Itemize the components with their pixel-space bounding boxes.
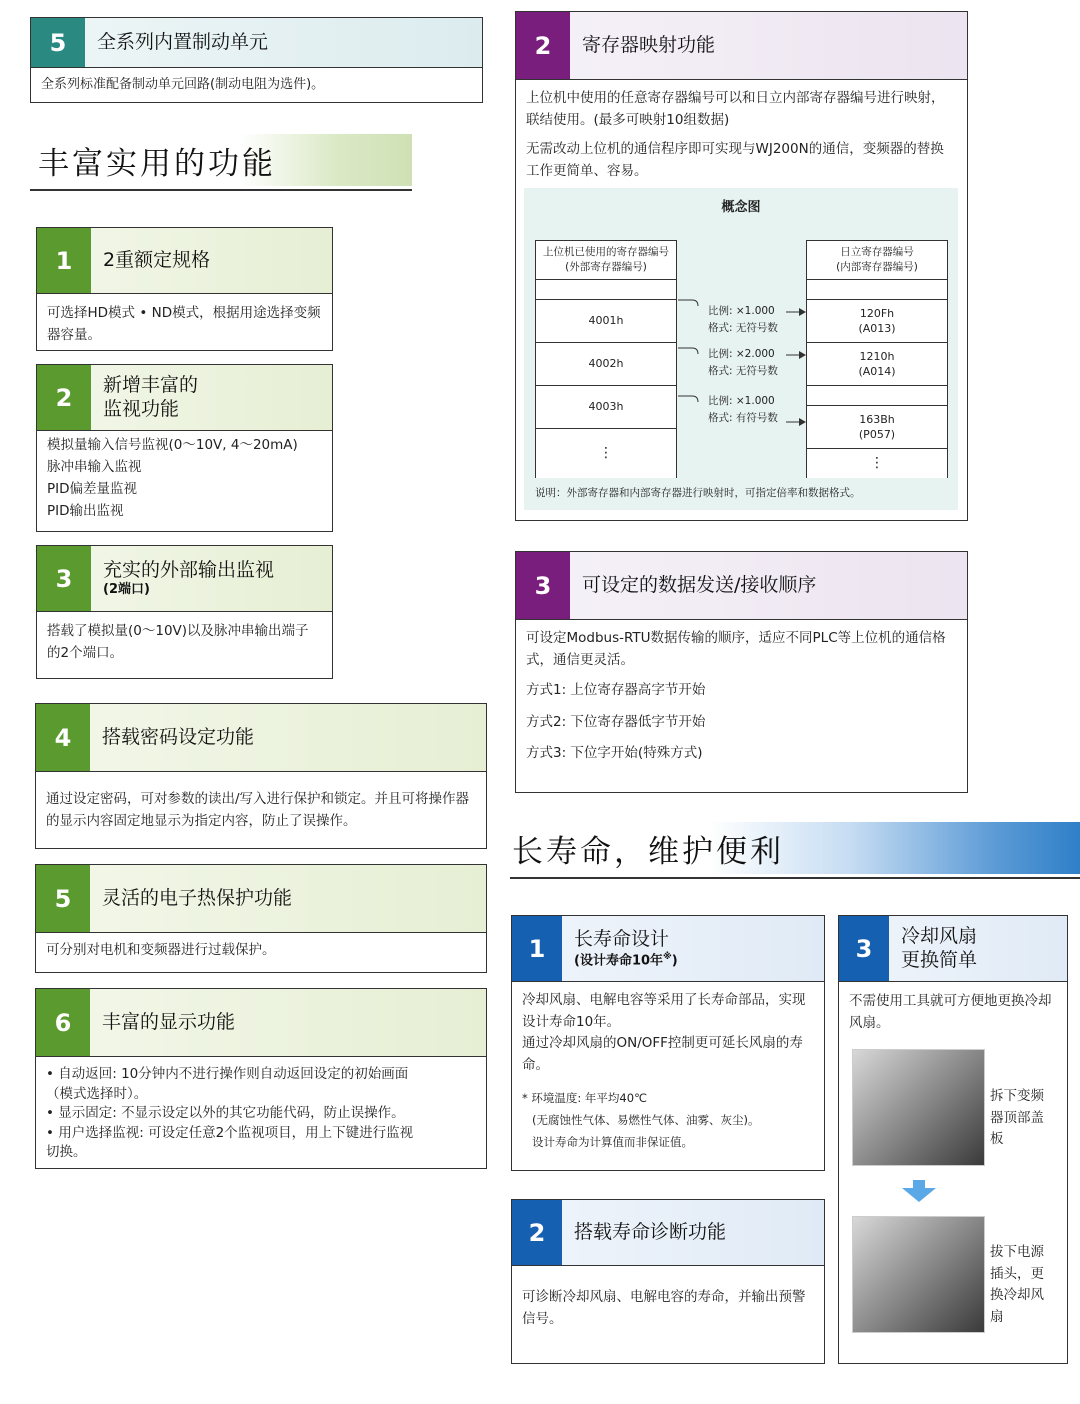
mapping-annotation bbox=[708, 303, 778, 337]
list-item: 模拟量输入信号监视(0～10V, 4～20mA) bbox=[47, 437, 298, 453]
title-sub-text: (设计寿命10年 bbox=[574, 952, 664, 968]
title-sub bbox=[574, 952, 678, 970]
card-body bbox=[36, 1057, 486, 1171]
life-section-title: 长寿命，维护便利 bbox=[512, 834, 784, 870]
paragraph: 可设定Modbus-RTU数据传输的顺序，适应不同PLC等上位机的通信格式，通信更灵活。 bbox=[526, 630, 946, 668]
paragraph: 冷却风扇、电解电容等采用了长寿命部品，实现设计寿命10年。 bbox=[522, 992, 806, 1030]
card-body bbox=[516, 80, 967, 190]
card-title: 可设定的数据发送/接收顺序 bbox=[582, 573, 817, 596]
card-number: 5 bbox=[31, 18, 85, 67]
register-cell bbox=[807, 342, 947, 385]
card-body bbox=[516, 620, 967, 773]
format-label: 格式: 有符号数 bbox=[708, 411, 778, 424]
diagram-note: 说明：外部寄存器和内部寄存器进行映射时，可指定倍率和数据格式。 bbox=[535, 487, 861, 499]
card-body: 通过设定密码，可对参数的读出/写入进行保护和锁定。并且可将操作器的显示内容固定地显示为指定内容，防止了误操作。 bbox=[46, 791, 470, 830]
card-title: 搭载密码设定功能 bbox=[102, 725, 255, 748]
title-sub-end: ) bbox=[671, 952, 678, 968]
register-cell: 4002h bbox=[536, 342, 676, 385]
card-number: 2 bbox=[512, 1200, 562, 1265]
ratio-label: 比例: ×2.000 bbox=[708, 348, 775, 360]
card-body bbox=[512, 982, 824, 1162]
braking-unit-card bbox=[30, 17, 483, 103]
parameter-code: (A013) bbox=[858, 322, 896, 335]
card-number: 4 bbox=[36, 704, 90, 771]
ratio-label: 比例: ×1.000 bbox=[708, 305, 775, 317]
card-title: 全系列内置制动单元 bbox=[97, 30, 269, 53]
register-cell bbox=[807, 405, 947, 448]
format-label: 格式: 无符号数 bbox=[708, 321, 778, 334]
title-line-1: 冷却风扇 bbox=[901, 924, 978, 947]
footnote-line: * 环境温度: 年平均40℃ bbox=[522, 1091, 647, 1106]
card-number: 3 bbox=[37, 546, 91, 611]
card-title: 丰富的显示功能 bbox=[102, 1010, 236, 1033]
life-diagnosis-card bbox=[511, 1199, 825, 1364]
footnote-line: (无腐蚀性气体、易燃性气体、油雾、灰尘)。 bbox=[532, 1113, 760, 1128]
paragraph: 上位机中使用的任意寄存器编号可以和日立内部寄存器编号进行映射，联结使用。(最多可映射10组数据) bbox=[526, 90, 945, 128]
feature-card-5 bbox=[35, 864, 487, 973]
ratio-label: 比例: ×1.000 bbox=[708, 395, 775, 407]
title-line-1: 新增丰富的 bbox=[103, 373, 199, 396]
mapping-annotation bbox=[708, 346, 778, 380]
format-label: 格式: 无符号数 bbox=[708, 364, 778, 377]
register-cell bbox=[536, 279, 676, 299]
card-title: 寄存器映射功能 bbox=[582, 33, 716, 56]
external-register-column bbox=[535, 240, 677, 478]
card-title bbox=[889, 925, 977, 973]
footnote-mark: ※ bbox=[663, 951, 672, 962]
register-code: 1210h bbox=[859, 349, 895, 363]
register-cell bbox=[807, 385, 947, 405]
card-title: 灵活的电子热保护功能 bbox=[102, 886, 293, 909]
mode-item: 方式1: 上位寄存器高字节开始 bbox=[526, 682, 706, 699]
footnote-line: 设计寿命为计算值而非保证值。 bbox=[532, 1135, 693, 1150]
list-item: • 显示固定: 不显示设定以外的其它功能代码，防止误操作。 bbox=[46, 1105, 405, 1122]
register-cell bbox=[807, 299, 947, 342]
card-body: 搭载了模拟量(0～10V)以及脉冲串输出端子的2个端口。 bbox=[47, 623, 309, 662]
title-line-2: 更换简单 bbox=[901, 948, 978, 971]
diagram-title: 概念图 bbox=[721, 200, 761, 215]
feature-card-1 bbox=[36, 227, 333, 351]
section-divider bbox=[30, 189, 412, 191]
card-number: 6 bbox=[36, 989, 90, 1056]
card-title: 搭载寿命诊断功能 bbox=[574, 1220, 727, 1243]
card-number: 2 bbox=[37, 365, 91, 430]
card-number: 3 bbox=[839, 916, 889, 981]
title-sub: (2端口) bbox=[103, 582, 150, 598]
mode-item: 方式2: 下位寄存器低字节开始 bbox=[526, 713, 706, 730]
card-number: 1 bbox=[512, 916, 562, 981]
card-body: 不需使用工具就可方便地更换冷却风扇。 bbox=[849, 993, 1052, 1032]
feature-card-2 bbox=[36, 364, 333, 532]
register-cell: 4003h bbox=[536, 385, 676, 428]
card-body: 可分别对电机和变频器进行过载保护。 bbox=[46, 942, 276, 958]
mapping-annotation bbox=[708, 393, 778, 427]
step-caption: 拔下电源插头，更换冷却风扇 bbox=[990, 1244, 1044, 1325]
long-life-design-card bbox=[511, 915, 825, 1171]
step-caption: 拆下变频器顶部盖板 bbox=[990, 1088, 1044, 1148]
fan-replacement-card bbox=[838, 915, 1068, 1364]
ellipsis: ⋮ bbox=[536, 428, 676, 479]
feature-card-3 bbox=[36, 545, 333, 679]
register-cell bbox=[807, 279, 947, 299]
card-title bbox=[91, 559, 274, 599]
card-number: 5 bbox=[36, 865, 90, 932]
register-code: 163Bh bbox=[859, 412, 895, 426]
remove-cover-photo bbox=[852, 1049, 985, 1166]
replace-fan-photo bbox=[852, 1216, 985, 1333]
card-body: 全系列标准配备制动单元回路(制动电阻为选件)。 bbox=[41, 77, 325, 92]
down-arrow-icon bbox=[902, 1180, 936, 1202]
register-code: 120Fh bbox=[859, 306, 895, 320]
paragraph: 通过冷却风扇的ON/OFF控制更可延长风扇的寿命。 bbox=[522, 1035, 803, 1073]
card-title bbox=[562, 928, 678, 969]
register-cell: 4001h bbox=[536, 299, 676, 342]
card-number: 1 bbox=[37, 228, 91, 293]
title-line-2: 监视功能 bbox=[103, 397, 180, 420]
parameter-code: (P057) bbox=[858, 428, 896, 441]
external-register-header: 上位机已使用的寄存器编号 (外部寄存器编号) bbox=[543, 246, 669, 273]
internal-register-column bbox=[806, 240, 948, 478]
concept-diagram bbox=[524, 188, 958, 510]
list-item: • 用户选择监视: 可设定任意2个监视项目，用上下键进行监视切换。 bbox=[46, 1124, 414, 1161]
card-body: 可选择HD模式 • ND模式，根据用途选择变频器容量。 bbox=[47, 305, 321, 344]
ellipsis: ⋮ bbox=[807, 448, 947, 479]
card-body bbox=[37, 431, 332, 526]
internal-register-header: 日立寄存器编号 (内部寄存器编号) bbox=[836, 246, 918, 273]
footnote bbox=[522, 1088, 814, 1154]
list-item: PID输出监视 bbox=[47, 502, 124, 519]
section-divider bbox=[510, 877, 1080, 879]
list-item: • 自动返回: 10分钟内不进行操作则自动返回设定的初始画面（模式选择时）。 bbox=[46, 1066, 409, 1102]
data-order-card bbox=[515, 551, 968, 793]
features-section-title: 丰富实用的功能 bbox=[38, 146, 276, 182]
card-number: 2 bbox=[516, 12, 570, 79]
feature-card-4 bbox=[35, 703, 487, 849]
title-line-1: 长寿命设计 bbox=[574, 927, 670, 950]
mode-item: 方式3: 下位字开始(特殊方式) bbox=[526, 745, 703, 762]
list-item: PID偏差量监视 bbox=[47, 480, 138, 497]
card-number: 3 bbox=[516, 552, 570, 619]
title-line-1: 充实的外部输出监视 bbox=[103, 558, 275, 581]
paragraph: 无需改动上位机的通信程序即可实现与WJ200N的通信，变频器的替换工作更简单、容易。 bbox=[526, 141, 944, 179]
card-body: 可诊断冷却风扇、电解电容的寿命，并输出预警信号。 bbox=[522, 1289, 806, 1328]
card-title: 2重额定规格 bbox=[103, 248, 211, 271]
parameter-code: (A014) bbox=[858, 365, 896, 378]
list-item: 脉冲串输入监视 bbox=[47, 458, 142, 475]
feature-card-6 bbox=[35, 988, 487, 1169]
card-title bbox=[91, 374, 198, 422]
